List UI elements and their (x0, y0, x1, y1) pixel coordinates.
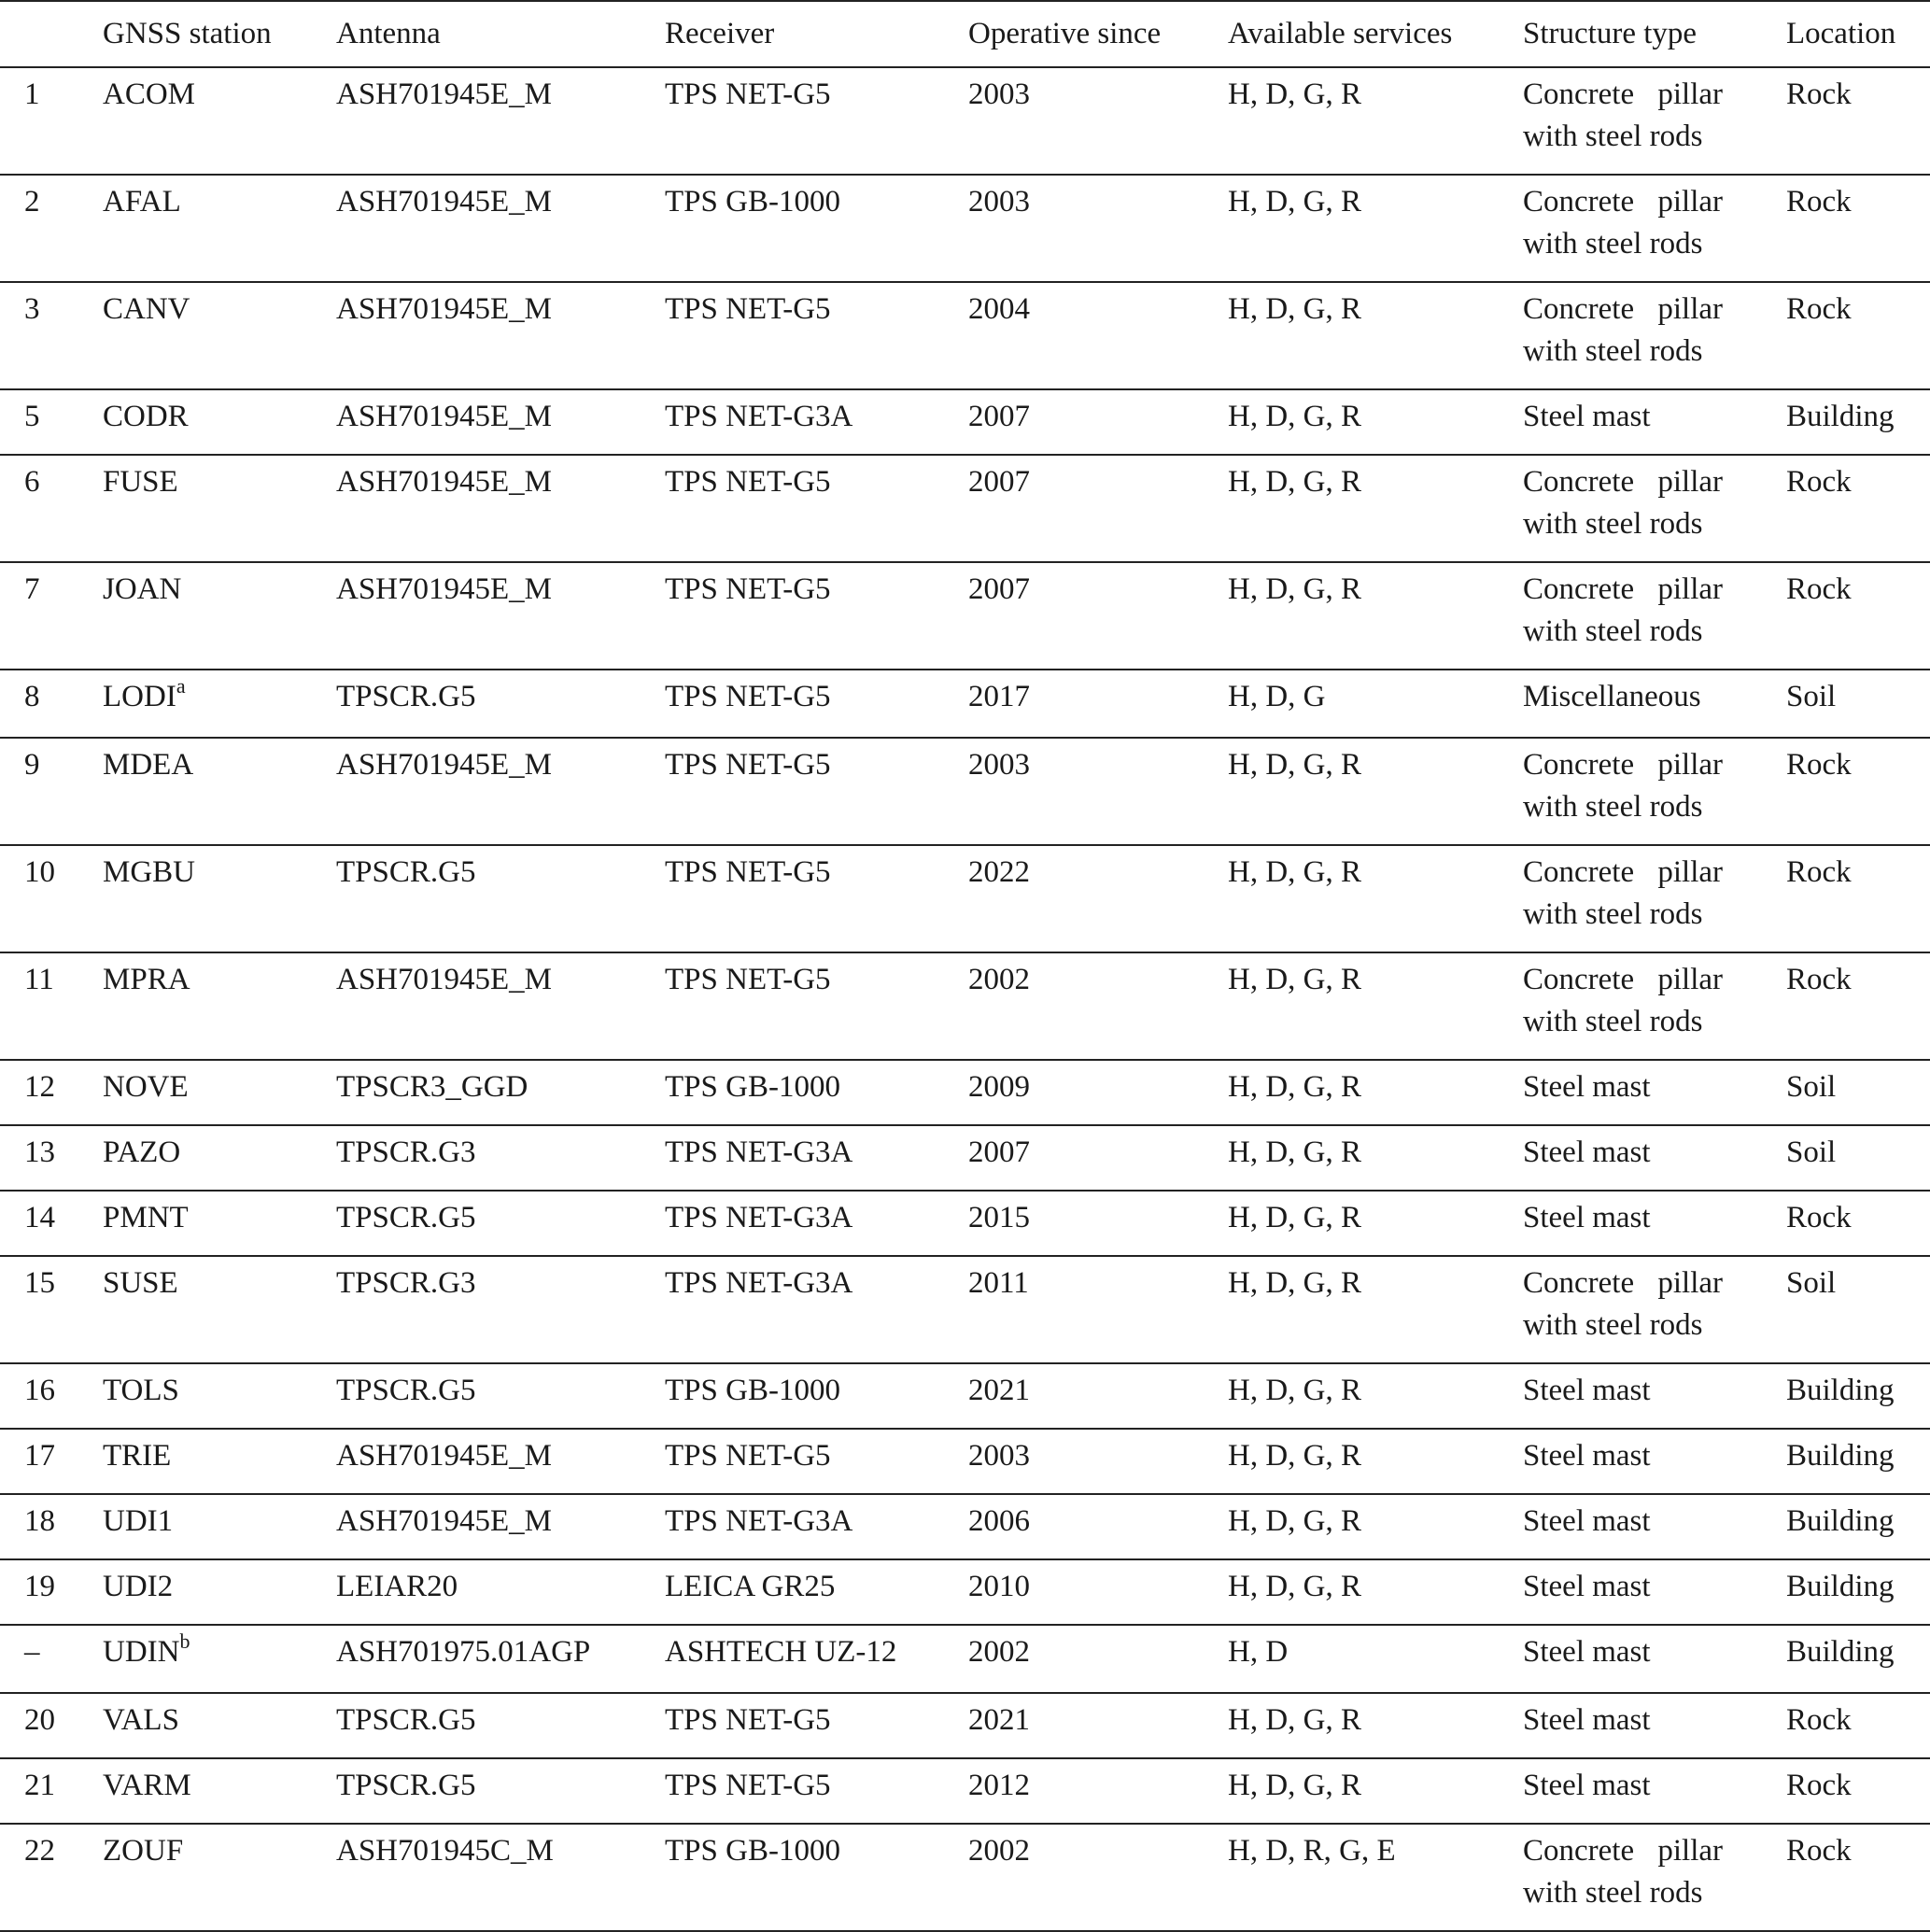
antenna-cell: TPSCR.G3 (336, 1256, 665, 1363)
structure-line-1: Steel mast (1523, 1703, 1651, 1737)
structure-cell (1523, 1559, 1786, 1625)
structure-line-1: Steel mast (1523, 1504, 1651, 1538)
row-index: 22 (0, 1824, 103, 1931)
location-cell: Building (1786, 1625, 1930, 1693)
station-name: ACOM (103, 78, 196, 111)
services-cell: H, D, G, R (1228, 952, 1523, 1060)
receiver-cell: TPS NET-G5 (665, 670, 968, 738)
services-cell: H, D, G, R (1228, 175, 1523, 282)
structure-cell (1523, 845, 1786, 952)
structure-cell (1523, 952, 1786, 1060)
operative-since-cell: 2021 (968, 1363, 1228, 1429)
station-name: TRIE (103, 1439, 172, 1473)
table-row (0, 1758, 1930, 1824)
row-index: 12 (0, 1060, 103, 1125)
table-row (0, 670, 1930, 738)
antenna-cell: ASH701945E_M (336, 738, 665, 845)
services-cell: H, D, G, R (1228, 845, 1523, 952)
receiver-cell: TPS NET-G5 (665, 282, 968, 389)
receiver-cell: TPS NET-G3A (665, 1494, 968, 1559)
location-cell: Rock (1786, 67, 1930, 175)
station-cell (103, 282, 336, 389)
antenna-cell: ASH701945E_M (336, 1429, 665, 1494)
header-location: Location (1786, 1, 1930, 67)
structure-cell (1523, 1494, 1786, 1559)
receiver-cell: TPS GB-1000 (665, 175, 968, 282)
receiver-cell: TPS NET-G5 (665, 562, 968, 670)
antenna-cell: ASH701945C_M (336, 1824, 665, 1931)
structure-cell (1523, 1824, 1786, 1931)
location-cell: Soil (1786, 1125, 1930, 1191)
table-body (0, 67, 1930, 1931)
station-cell (103, 1625, 336, 1693)
header-antenna: Antenna (336, 1, 665, 67)
structure-line-1: Concrete pillar (1523, 963, 1724, 996)
table-row (0, 952, 1930, 1060)
structure-cell (1523, 1363, 1786, 1429)
station-cell (103, 1256, 336, 1363)
receiver-cell: TPS NET-G5 (665, 952, 968, 1060)
antenna-cell: TPSCR.G5 (336, 1693, 665, 1758)
structure-cell (1523, 670, 1786, 738)
station-cell (103, 1559, 336, 1625)
structure-cell (1523, 1060, 1786, 1125)
location-cell: Building (1786, 1429, 1930, 1494)
station-name: LODI (103, 680, 176, 713)
table-row (0, 1256, 1930, 1363)
header-station: GNSS station (103, 1, 336, 67)
services-cell: H, D, G, R (1228, 389, 1523, 455)
row-index: 19 (0, 1559, 103, 1625)
services-cell: H, D, G, R (1228, 67, 1523, 175)
table-row (0, 67, 1930, 175)
antenna-cell: TPSCR.G5 (336, 1191, 665, 1256)
antenna-cell: ASH701945E_M (336, 455, 665, 562)
row-index: 8 (0, 670, 103, 738)
table-row (0, 845, 1930, 952)
operative-since-cell: 2022 (968, 845, 1228, 952)
location-cell: Soil (1786, 1060, 1930, 1125)
row-index: 10 (0, 845, 103, 952)
table-row (0, 1693, 1930, 1758)
station-cell (103, 1191, 336, 1256)
structure-line-2: with steel rods (1523, 1005, 1703, 1038)
location-cell: Rock (1786, 175, 1930, 282)
receiver-cell: TPS NET-G5 (665, 738, 968, 845)
row-index: 14 (0, 1191, 103, 1256)
operative-since-cell: 2002 (968, 952, 1228, 1060)
antenna-cell: TPSCR3_GGD (336, 1060, 665, 1125)
antenna-cell: LEIAR20 (336, 1559, 665, 1625)
table-row (0, 1060, 1930, 1125)
structure-cell (1523, 175, 1786, 282)
structure-cell (1523, 1191, 1786, 1256)
table-row (0, 282, 1930, 389)
station-name: UDI1 (103, 1504, 174, 1538)
station-name: VALS (103, 1703, 179, 1737)
row-index: 20 (0, 1693, 103, 1758)
receiver-cell: TPS GB-1000 (665, 1060, 968, 1125)
row-index: 11 (0, 952, 103, 1060)
station-name: UDIN (103, 1635, 180, 1669)
station-cell (103, 1494, 336, 1559)
structure-cell (1523, 282, 1786, 389)
header-row (0, 1, 1930, 67)
services-cell: H, D, G, R (1228, 1693, 1523, 1758)
location-cell: Building (1786, 389, 1930, 455)
location-cell: Soil (1786, 670, 1930, 738)
services-cell: H, D (1228, 1625, 1523, 1693)
row-index: 17 (0, 1429, 103, 1494)
services-cell: H, D, G, R (1228, 1256, 1523, 1363)
station-cell (103, 1758, 336, 1824)
services-cell: H, D, G, R (1228, 1060, 1523, 1125)
services-cell: H, D, G, R (1228, 1559, 1523, 1625)
header-operative-since: Operative since (968, 1, 1228, 67)
station-name: MGBU (103, 855, 196, 889)
receiver-cell: TPS GB-1000 (665, 1363, 968, 1429)
station-cell (103, 1363, 336, 1429)
structure-line-1: Steel mast (1523, 1769, 1651, 1802)
station-name: TOLS (103, 1374, 179, 1407)
location-cell: Rock (1786, 845, 1930, 952)
location-cell: Rock (1786, 282, 1930, 389)
structure-line-1: Concrete pillar (1523, 572, 1724, 606)
station-name: AFAL (103, 185, 181, 219)
table-row (0, 1559, 1930, 1625)
antenna-cell: ASH701945E_M (336, 389, 665, 455)
location-cell: Soil (1786, 1256, 1930, 1363)
footnote-marker: a (176, 674, 186, 698)
table-row (0, 1429, 1930, 1494)
services-cell: H, D, R, G, E (1228, 1824, 1523, 1931)
operative-since-cell: 2012 (968, 1758, 1228, 1824)
services-cell: H, D, G, R (1228, 1363, 1523, 1429)
structure-line-1: Miscellaneous (1523, 680, 1701, 713)
receiver-cell: TPS GB-1000 (665, 1824, 968, 1931)
station-name: NOVE (103, 1070, 189, 1104)
row-index: – (0, 1625, 103, 1693)
station-cell (103, 562, 336, 670)
structure-line-1: Concrete pillar (1523, 855, 1724, 889)
structure-line-1: Concrete pillar (1523, 748, 1724, 782)
structure-line-1: Concrete pillar (1523, 1266, 1724, 1300)
structure-line-1: Steel mast (1523, 1570, 1651, 1603)
structure-line-2: with steel rods (1523, 897, 1703, 931)
operative-since-cell: 2007 (968, 562, 1228, 670)
station-cell (103, 455, 336, 562)
station-name: SUSE (103, 1266, 178, 1300)
structure-cell (1523, 455, 1786, 562)
row-index: 9 (0, 738, 103, 845)
row-index: 16 (0, 1363, 103, 1429)
station-name: VARM (103, 1769, 191, 1802)
operative-since-cell: 2007 (968, 455, 1228, 562)
antenna-cell: TPSCR.G5 (336, 845, 665, 952)
structure-line-2: with steel rods (1523, 120, 1703, 153)
antenna-cell: TPSCR.G5 (336, 1363, 665, 1429)
table-row (0, 1625, 1930, 1693)
antenna-cell: TPSCR.G5 (336, 1758, 665, 1824)
table-row (0, 175, 1930, 282)
row-index: 13 (0, 1125, 103, 1191)
location-cell: Rock (1786, 1824, 1930, 1931)
services-cell: H, D, G, R (1228, 455, 1523, 562)
structure-line-1: Steel mast (1523, 1374, 1651, 1407)
operative-since-cell: 2011 (968, 1256, 1228, 1363)
row-index: 18 (0, 1494, 103, 1559)
operative-since-cell: 2003 (968, 175, 1228, 282)
structure-line-2: with steel rods (1523, 1876, 1703, 1910)
station-cell (103, 845, 336, 952)
antenna-cell: ASH701945E_M (336, 67, 665, 175)
row-index: 2 (0, 175, 103, 282)
antenna-cell: ASH701945E_M (336, 282, 665, 389)
antenna-cell: TPSCR.G3 (336, 1125, 665, 1191)
row-index: 6 (0, 455, 103, 562)
station-cell (103, 1060, 336, 1125)
antenna-cell: ASH701945E_M (336, 1494, 665, 1559)
receiver-cell: TPS NET-G5 (665, 1758, 968, 1824)
antenna-cell: ASH701945E_M (336, 562, 665, 670)
receiver-cell: TPS NET-G5 (665, 455, 968, 562)
structure-line-1: Steel mast (1523, 1635, 1651, 1669)
structure-line-2: with steel rods (1523, 1308, 1703, 1342)
receiver-cell: ASHTECH UZ-12 (665, 1625, 968, 1693)
receiver-cell: TPS NET-G5 (665, 1429, 968, 1494)
row-index: 1 (0, 67, 103, 175)
operative-since-cell: 2002 (968, 1625, 1228, 1693)
footnote-marker: b (179, 1629, 190, 1653)
receiver-cell: TPS NET-G5 (665, 67, 968, 175)
services-cell: H, D, G, R (1228, 1758, 1523, 1824)
station-name: MPRA (103, 963, 190, 996)
location-cell: Rock (1786, 562, 1930, 670)
structure-cell (1523, 67, 1786, 175)
station-cell (103, 952, 336, 1060)
antenna-cell: ASH701975.01AGP (336, 1625, 665, 1693)
structure-cell (1523, 1429, 1786, 1494)
receiver-cell: TPS NET-G5 (665, 1693, 968, 1758)
structure-line-1: Steel mast (1523, 400, 1651, 433)
operative-since-cell: 2009 (968, 1060, 1228, 1125)
station-name: FUSE (103, 465, 178, 499)
antenna-cell: ASH701945E_M (336, 952, 665, 1060)
station-name: CODR (103, 400, 189, 433)
location-cell: Rock (1786, 952, 1930, 1060)
row-index: 7 (0, 562, 103, 670)
station-cell (103, 670, 336, 738)
station-name: PMNT (103, 1201, 189, 1234)
station-cell (103, 175, 336, 282)
location-cell: Rock (1786, 1693, 1930, 1758)
table-row (0, 1191, 1930, 1256)
operative-since-cell: 2002 (968, 1824, 1228, 1931)
table-row (0, 1494, 1930, 1559)
station-name: MDEA (103, 748, 194, 782)
header-available-services: Available services (1228, 1, 1523, 67)
table-row (0, 738, 1930, 845)
structure-line-1: Concrete pillar (1523, 292, 1724, 326)
operative-since-cell: 2003 (968, 738, 1228, 845)
operative-since-cell: 2006 (968, 1494, 1228, 1559)
header-index (0, 1, 103, 67)
receiver-cell: TPS NET-G3A (665, 1256, 968, 1363)
location-cell: Rock (1786, 1758, 1930, 1824)
row-index: 5 (0, 389, 103, 455)
receiver-cell: TPS NET-G5 (665, 845, 968, 952)
structure-line-1: Concrete pillar (1523, 78, 1724, 111)
station-name: UDI2 (103, 1570, 174, 1603)
operative-since-cell: 2015 (968, 1191, 1228, 1256)
station-name: PAZO (103, 1135, 181, 1169)
station-cell (103, 738, 336, 845)
row-index: 15 (0, 1256, 103, 1363)
operative-since-cell: 2017 (968, 670, 1228, 738)
structure-cell (1523, 1693, 1786, 1758)
table-row (0, 1824, 1930, 1931)
structure-cell (1523, 562, 1786, 670)
header-receiver: Receiver (665, 1, 968, 67)
structure-line-1: Steel mast (1523, 1135, 1651, 1169)
services-cell: H, D, G, R (1228, 562, 1523, 670)
structure-cell (1523, 1758, 1786, 1824)
services-cell: H, D, G, R (1228, 1429, 1523, 1494)
location-cell: Building (1786, 1363, 1930, 1429)
receiver-cell: TPS NET-G3A (665, 1191, 968, 1256)
structure-line-2: with steel rods (1523, 227, 1703, 261)
receiver-cell: LEICA GR25 (665, 1559, 968, 1625)
table-row (0, 389, 1930, 455)
services-cell: H, D, G, R (1228, 1191, 1523, 1256)
receiver-cell: TPS NET-G3A (665, 1125, 968, 1191)
location-cell: Building (1786, 1494, 1930, 1559)
station-cell (103, 1824, 336, 1931)
station-cell (103, 389, 336, 455)
services-cell: H, D, G (1228, 670, 1523, 738)
station-cell (103, 67, 336, 175)
antenna-cell: TPSCR.G5 (336, 670, 665, 738)
station-cell (103, 1693, 336, 1758)
structure-cell (1523, 738, 1786, 845)
structure-line-1: Concrete pillar (1523, 1834, 1724, 1868)
header-structure-type: Structure type (1523, 1, 1786, 67)
structure-cell (1523, 1256, 1786, 1363)
structure-line-1: Concrete pillar (1523, 185, 1724, 219)
table-row (0, 1363, 1930, 1429)
structure-cell (1523, 389, 1786, 455)
location-cell: Building (1786, 1559, 1930, 1625)
receiver-cell: TPS NET-G3A (665, 389, 968, 455)
structure-line-2: with steel rods (1523, 334, 1703, 368)
station-name: ZOUF (103, 1834, 184, 1868)
structure-cell (1523, 1625, 1786, 1693)
structure-line-1: Steel mast (1523, 1070, 1651, 1104)
services-cell: H, D, G, R (1228, 738, 1523, 845)
table-row (0, 562, 1930, 670)
operative-since-cell: 2003 (968, 1429, 1228, 1494)
operative-since-cell: 2010 (968, 1559, 1228, 1625)
station-cell (103, 1125, 336, 1191)
location-cell: Rock (1786, 738, 1930, 845)
structure-line-2: with steel rods (1523, 614, 1703, 648)
table-row (0, 1125, 1930, 1191)
structure-line-1: Steel mast (1523, 1439, 1651, 1473)
operative-since-cell: 2007 (968, 1125, 1228, 1191)
structure-line-1: Concrete pillar (1523, 465, 1724, 499)
services-cell: H, D, G, R (1228, 1494, 1523, 1559)
operative-since-cell: 2007 (968, 389, 1228, 455)
operative-since-cell: 2003 (968, 67, 1228, 175)
table-row (0, 455, 1930, 562)
structure-line-2: with steel rods (1523, 507, 1703, 541)
structure-line-2: with steel rods (1523, 790, 1703, 824)
location-cell: Rock (1786, 455, 1930, 562)
services-cell: H, D, G, R (1228, 1125, 1523, 1191)
station-name: JOAN (103, 572, 182, 606)
station-name: CANV (103, 292, 190, 326)
structure-line-1: Steel mast (1523, 1201, 1651, 1234)
antenna-cell: ASH701945E_M (336, 175, 665, 282)
station-cell (103, 1429, 336, 1494)
services-cell: H, D, G, R (1228, 282, 1523, 389)
operative-since-cell: 2004 (968, 282, 1228, 389)
operative-since-cell: 2021 (968, 1693, 1228, 1758)
structure-cell (1523, 1125, 1786, 1191)
row-index: 3 (0, 282, 103, 389)
row-index: 21 (0, 1758, 103, 1824)
location-cell: Rock (1786, 1191, 1930, 1256)
